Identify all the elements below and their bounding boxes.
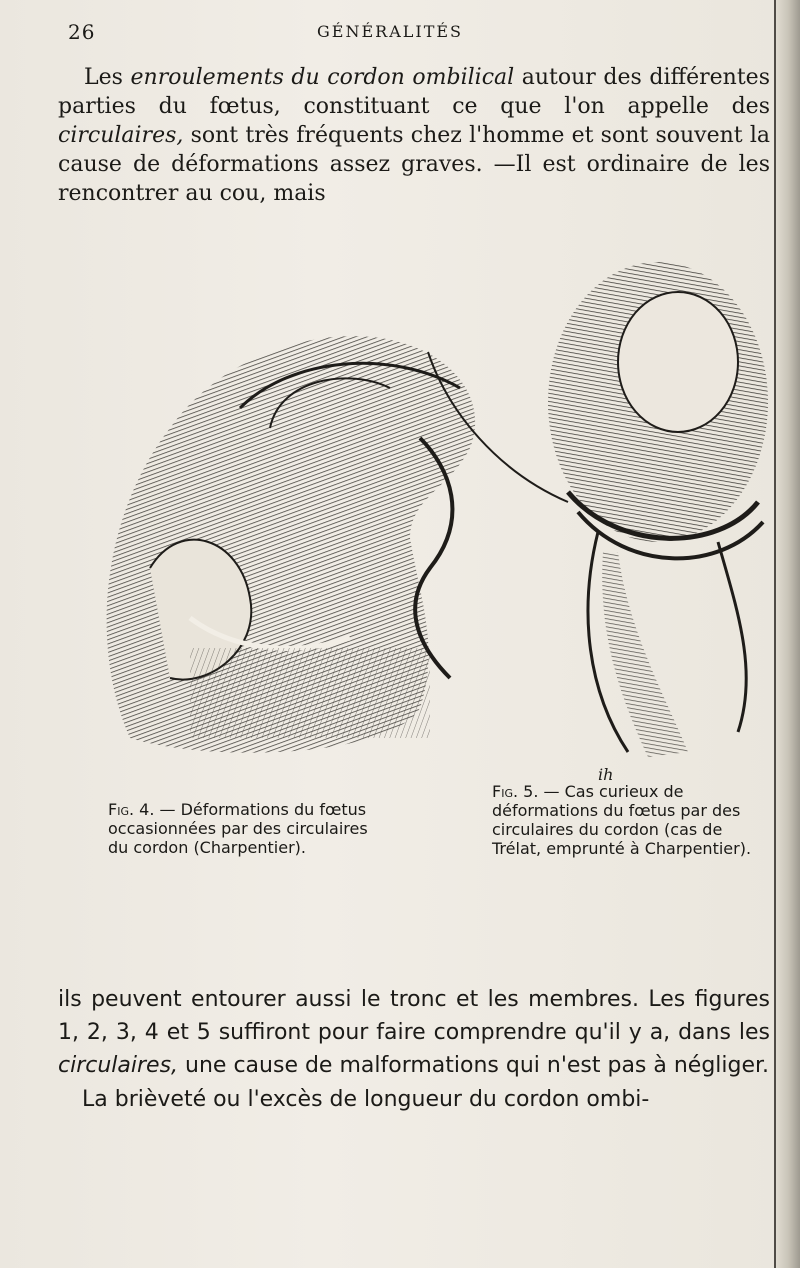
figure-5-caption: [492, 782, 772, 858]
figure-5-engraver-mark: ih: [598, 765, 614, 784]
paragraph-1-text: autour des différentes parties du fœtus, constituant ce que l'on appelle des: [58, 65, 770, 119]
paragraph-2-italic-term: circulaires,: [58, 1053, 179, 1078]
figure-4-label: Fig. 4.: [108, 800, 155, 819]
paragraph-2: [58, 983, 770, 1082]
page-edge: [774, 0, 800, 1268]
paragraph-1-italic-term: enroulements du cordon ombilical: [130, 65, 515, 90]
page-number: 26: [68, 20, 96, 44]
figure-5-caption-text: — Cas curieux de déformations du fœtus par des circulaires du cordon (cas de Trélat, emprunté à Charpentier).: [492, 782, 752, 858]
paragraph-1-text: Les: [84, 65, 131, 90]
paragraph-1: [58, 63, 770, 208]
paragraph-3: La brièveté ou l'excès de longueur du cordon ombi-: [82, 1087, 650, 1112]
paragraph-1-text: sont très fréquents chez l'homme et sont souvent la cause de déformations assez graves. —Il est ordinaire de les rencontrer au cou, mais: [58, 123, 770, 206]
figure-4-caption: [108, 800, 388, 857]
figure-5-label: Fig. 5.: [492, 782, 539, 801]
figure-4-caption-text: — Déformations du fœtus occasionnées par des circulaires du cordon (Charpentier).: [108, 800, 368, 857]
paragraph-2-text: ils peuvent entourer aussi le tronc et les membres. Les figures 1, 2, 3, 4 et 5 suffiront pour faire comprendre qu'il y a, dans les: [58, 987, 770, 1045]
paragraph-1-italic-term: circulaires,: [58, 123, 184, 148]
paragraph-2-text: une cause de malformations qui n'est pas à négliger.: [178, 1053, 770, 1078]
running-head: GÉNÉRALITÉS: [317, 22, 463, 41]
figure-5-illustration: [418, 252, 776, 792]
